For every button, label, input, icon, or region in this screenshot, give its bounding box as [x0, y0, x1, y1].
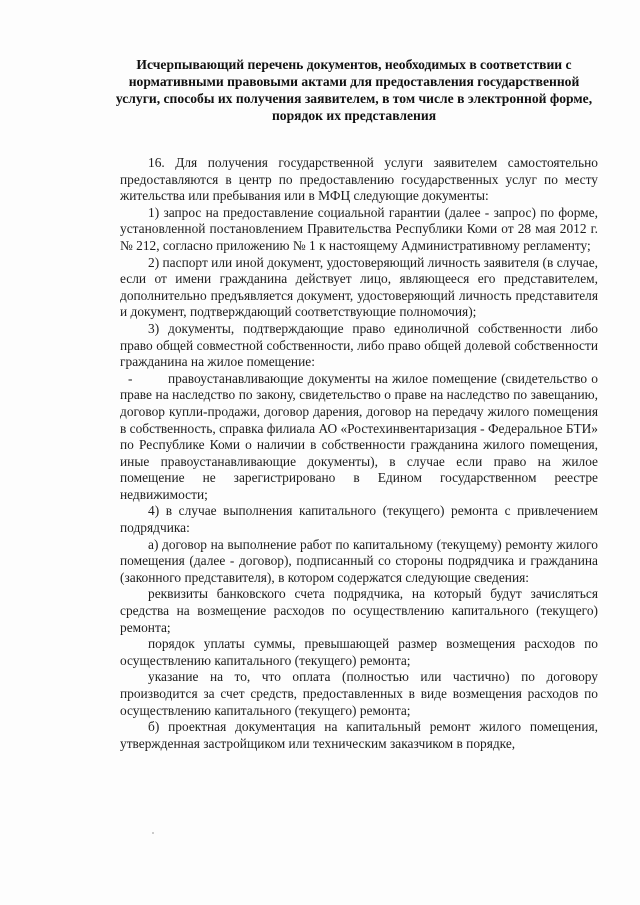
paragraph-16: 16. Для получения государственной услуги заявителем самостоятельно предоставляются в центр по предоставлению государственных услуг по месту жительства или пребывания или в МФЦ следующие документы: [120, 155, 598, 204]
paragraph-item-1: 1) запрос на предоставление социальной гарантии (далее - запрос) по форме, установленной постановлением Правительства Республики Коми от 28 мая 2012 г. № 212, согласно приложению № 1 к настоящему Административному регламенту; [120, 204, 598, 253]
paragraph-bank-details: реквизиты банковского счета подрядчика, на который будут зачисляться средства на возмещение расходов по осуществлению капитального (текущего) ремонта; [120, 586, 598, 635]
dash-item-text: правоустанавливающие документы на жилое помещение (свидетельство о праве на наследство по закону, свидетельство о праве на наследство по завещанию, договор купли-продажи, договор дарения, договор на передачу жилого помещения в собственность, справка филиала АО «Ростехинвентаризация - Федеральное БТИ» по Республике Коми о наличии в собственности гражданина жилого помещения, иные правоустанавливающие документы), в случае если право на жилое помещение не зарегистрировано в Едином государственном реестре недвижимости; [120, 370, 598, 502]
paragraph-item-4a: а) договор на выполнение работ по капитальному (текущему) ремонту жилого помещения (далее - договор), подписанный со стороны подрядчика и гражданина (законного представителя), в котором содержатся следующие сведения: [120, 536, 598, 585]
document-heading: Исчерпывающий перечень документов, необходимых в соответствии с нормативными правовыми актами для предоставления государственной услуги, способы их получения заявителем, в том числе в электронной форме, порядок их представления [115, 57, 593, 123]
paragraph-item-2: 2) паспорт или иной документ, удостоверяющий личность заявителя (в случае, если от имени гражданина действует лицо, являющееся его представителем, дополнительно предъявляется документ, удостоверяющий личность представителя и документ, подтверждающий соответствующие полномочия); [120, 254, 598, 320]
paragraph-item-4: 4) в случае выполнения капитального (текущего) ремонта с привлечением подрядчика: [120, 503, 598, 536]
paragraph-item-4b: б) проектная документация на капитальный ремонт жилого помещения, утвержденная застройщиком или техническим заказчиком в порядке, [120, 719, 598, 751]
paragraph-payment-order: порядок уплаты суммы, превышающей размер возмещения расходов по осуществлению капитального (текущего) ремонта; [120, 636, 598, 668]
dash-marker: - [128, 370, 133, 386]
paragraph-dash-item [120, 371, 598, 504]
paragraph-item-3: 3) документы, подтверждающие право единоличной собственности либо право общей совместной собственности, либо право общей долевой собственности гражданина на жилое помещение: [120, 320, 598, 370]
scan-artifact [152, 832, 154, 834]
paragraph-payment-note: указание на то, что оплата (полностью или частично) по договору производится за счет средств, предоставленных в виде возмещения расходов по осуществлению капитального (текущего) ремонта; [120, 669, 598, 718]
document-body [120, 155, 598, 752]
